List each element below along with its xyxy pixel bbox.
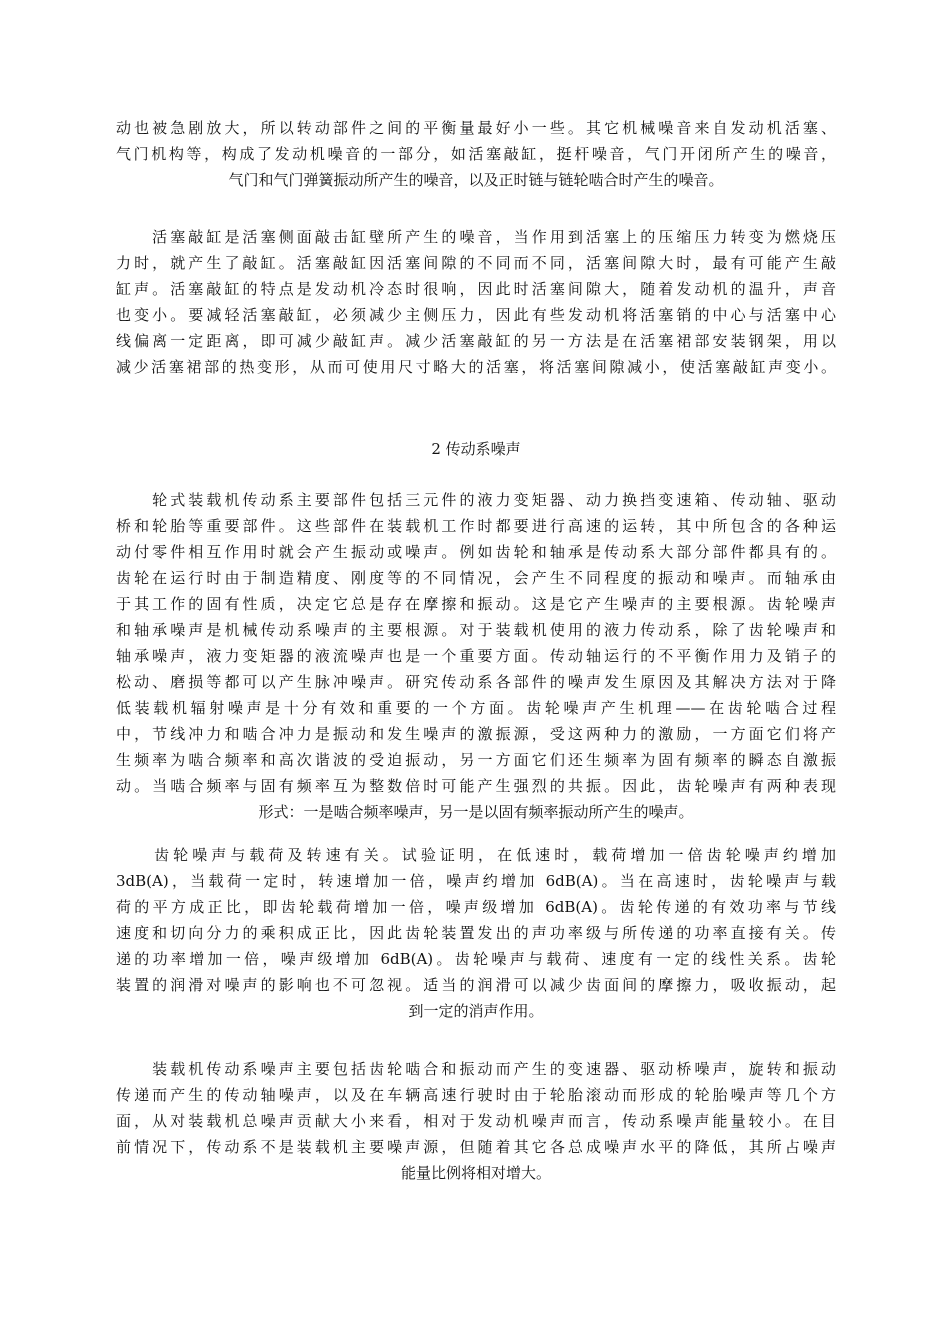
text-line: 速度和切向分力的乘积成正比，因此齿轮装置发出的声功率级与所传递的功率直接有关。传 bbox=[116, 924, 836, 942]
text-line: 低装载机辐射噪声是十分有效和重要的一个方面。齿轮噪声产生机理——在齿轮啮合过程 bbox=[116, 699, 836, 717]
text-line: 松动、磨损等都可以产生脉冲噪声。研究传动系各部件的噪声发生原因及其解决方法对于降 bbox=[116, 673, 836, 691]
paragraph-engine-mechanical-noise bbox=[116, 115, 836, 193]
text-line: 也变小。要减轻活塞敲缸，必须减少主侧压力，因此有些发动机将活塞销的中心与活塞中心 bbox=[116, 306, 836, 324]
text-line: 到一定的消声作用。 bbox=[408, 1002, 544, 1020]
text-line: 轴承噪声，液力变矩器的液流噪声也是一个重要方面。传动轴运行的不平衡作用力及销子的 bbox=[116, 647, 836, 665]
text-line: 面，从对装载机总噪声贡献大小来看，相对于发动机噪声而言，传动系噪声能量较小。在目 bbox=[116, 1112, 836, 1130]
paragraph-gear-noise-load-speed bbox=[116, 842, 836, 1024]
text-line: 动也被急剧放大，所以转动部件之间的平衡量最好小一些。其它机械噪音来自发动机活塞、 bbox=[116, 119, 836, 137]
text-line: 线偏离一定距离，即可减少敲缸声。减少活塞敲缸的另一方法是在活塞裙部安装钢架，用以 bbox=[116, 332, 836, 350]
section-heading: 2 传动系噪声 bbox=[431, 440, 521, 458]
text-line: 齿轮在运行时由于制造精度、刚度等的不同情况，会产生不同程度的振动和噪声。而轴承由 bbox=[116, 569, 836, 587]
text-line: 形式：一是啮合频率噪声，另一是以固有频率振动所产生的噪声。 bbox=[258, 803, 694, 821]
text-line: 中，节线冲力和啮合冲力是振动和发生噪声的激振源，受这两种力的激励，一方面它们将产 bbox=[116, 725, 836, 743]
text-line: 气门和气门弹簧振动所产生的噪音，以及正时链与链轮啮合时产生的噪音。 bbox=[228, 171, 724, 189]
text-line: 能量比例将相对增大。 bbox=[400, 1164, 551, 1182]
text-line: 减少活塞裙部的热变形，从而可使用尺寸略大的活塞，将活塞间隙减小，使活塞敲缸声变小。 bbox=[116, 358, 836, 376]
text-line: 气门机构等，构成了发动机噪音的一部分，如活塞敲缸，挺杆噪音，气门开闭所产生的噪音， bbox=[116, 145, 836, 163]
text-line: 装置的润滑对噪声的影响也不可忽视。适当的润滑可以减少齿面间的摩擦力，吸收振动，起 bbox=[116, 976, 836, 994]
text-line: 齿轮噪声与载荷及转速有关。试验证明，在低速时，载荷增加一倍齿轮噪声约增加 bbox=[116, 846, 836, 864]
text-line: 动。当啮合频率与固有频率互为整数倍时可能产生强烈的共振。因此，齿轮噪声有两种表现 bbox=[116, 777, 836, 795]
text-line: 3dB(A)，当载荷一定时，转速增加一倍，噪声约增加 6dB(A)。当在高速时，齿轮噪声与载 bbox=[116, 872, 836, 890]
text-line: 前情况下，传动系不是装载机主要噪声源，但随着其它各总成噪声水平的降低，其所占噪声 bbox=[116, 1138, 836, 1156]
text-line: 轮式装载机传动系主要部件包括三元件的液力变矩器、动力换挡变速箱、传动轴、驱动 bbox=[116, 491, 836, 509]
text-line: 桥和轮胎等重要部件。这些部件在装载机工作时都要进行高速的运转，其中所包含的各种运 bbox=[116, 517, 836, 535]
text-line: 于其工作的固有性质，决定它总是存在摩擦和振动。这是它产生噪声的主要根源。齿轮噪声 bbox=[116, 595, 836, 613]
text-line: 荷的平方成正比，即齿轮载荷增加一倍，噪声级增加 6dB(A)。齿轮传递的有效功率与节线 bbox=[116, 898, 836, 916]
text-line: 递的功率增加一倍，噪声级增加 6dB(A)。齿轮噪声与载荷、速度有一定的线性关系。齿轮 bbox=[116, 950, 836, 968]
paragraph-piston-slap bbox=[116, 224, 836, 380]
text-line: 活塞敲缸是活塞侧面敲击缸壁所产生的噪音，当作用到活塞上的压缩压力转变为燃烧压 bbox=[116, 228, 836, 246]
text-line: 生频率为啮合频率和高次谐波的受迫振动，另一方面它们还生频率为固有频率的瞬态自激振 bbox=[116, 751, 836, 769]
paragraph-drivetrain-components bbox=[116, 487, 836, 825]
text-line: 缸声。活塞敲缸的特点是发动机冷态时很响，因此时活塞间隙大，随着发动机的温升，声音 bbox=[116, 280, 836, 298]
text-line: 力时，就产生了敲缸。活塞敲缸因活塞间隙的不同而不同，活塞间隙大时，最有可能产生敲 bbox=[116, 254, 836, 272]
text-line: 装载机传动系噪声主要包括齿轮啮合和振动而产生的变速器、驱动桥噪声，旋转和振动 bbox=[116, 1060, 836, 1078]
text-line: 传递而产生的传动轴噪声，以及在车辆高速行驶时由于轮胎滚动而形成的轮胎噪声等几个方 bbox=[116, 1086, 836, 1104]
text-line: 动付零件相互作用时就会产生振动或噪声。例如齿轮和轴承是传动系大部分部件都具有的。 bbox=[116, 543, 836, 561]
paragraph-drivetrain-noise-summary bbox=[116, 1056, 836, 1186]
text-line: 和轴承噪声是机械传动系噪声的主要根源。对于装载机使用的液力传动系，除了齿轮噪声和 bbox=[116, 621, 836, 639]
